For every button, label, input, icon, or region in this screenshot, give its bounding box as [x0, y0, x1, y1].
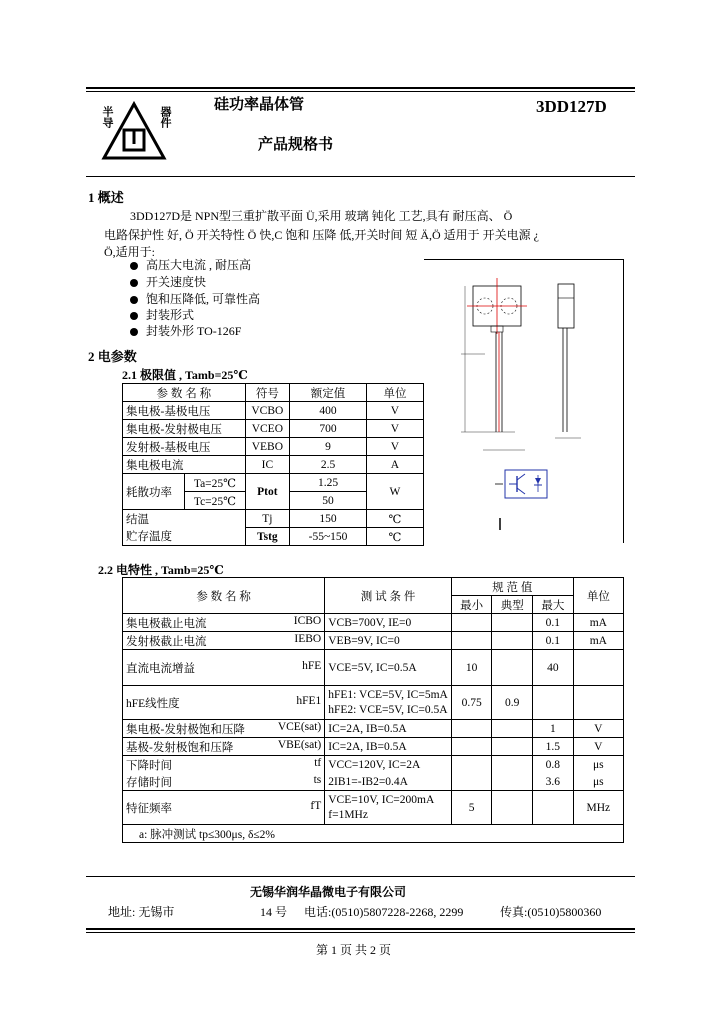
phone-number: 电话:(0510)5807228-2268, 2299 — [304, 905, 464, 919]
table-row: 贮存温度 Tstg -55~150 ℃ — [123, 528, 424, 546]
header-top-rule — [86, 87, 635, 89]
package-outline-drawing — [455, 272, 595, 532]
company-name: 无锡华润华晶微电子有限公司 — [250, 885, 407, 899]
table-row: 耗散功率 Ta=25℃ Ptot 1.25 W — [123, 474, 424, 492]
page-number: 第 1 页 共 2 页 — [316, 943, 392, 957]
subsection-2-2-heading: 2.2 电特性 , Tamb=25℃ — [98, 563, 224, 577]
section2-heading: 2 电参数 — [88, 349, 137, 364]
feature-item: 封装外形 TO-126F — [130, 324, 241, 338]
bullet-icon — [130, 312, 138, 320]
logo-text-right: 器件 — [159, 106, 171, 128]
drawing-frame-right — [623, 259, 624, 543]
title-main: 硅功率晶体管 — [214, 97, 305, 113]
feature-item: 高压大电流 , 耐压高 — [130, 258, 251, 272]
footer-bottom-rule-thin — [86, 932, 635, 933]
header-unit: 单位 — [366, 384, 423, 402]
section1-line3: Ö,适用于: — [104, 245, 156, 259]
table-row: 发射极-基极电压 VEBO 9 V — [123, 438, 424, 456]
title-sub: 产品规格书 — [258, 137, 334, 153]
header-top-rule-thin — [86, 91, 635, 92]
table-row: 集电极截止电流 ICBO VCB=700V, IE=0 0.1 mA — [123, 614, 624, 632]
subsection-2-1-heading: 2.1 极限值 , Tamb=25℃ — [122, 368, 248, 382]
address-label: 地址: 无锡市 — [108, 905, 175, 919]
table-row: 参 数 名 称 测 试 条 件 规 范 值 单位 — [123, 578, 624, 596]
table-row: Tc=25℃ 50 — [123, 492, 424, 510]
part-number: 3DD127D — [536, 97, 607, 116]
address-value: 14 号 — [260, 905, 288, 919]
section1-heading: 1 概述 — [88, 190, 124, 205]
table-row: 特征频率 fT VCE=10V, IC=200mA f=1MHz 5 MHz — [123, 791, 624, 825]
bullet-icon — [130, 328, 138, 336]
feature-item: 开关速度快 — [130, 275, 206, 289]
table-row: 结温 Tj 150 ℃ — [123, 510, 424, 528]
table-row: 集电极-发射极电压 VCEO 700 V — [123, 420, 424, 438]
table-row: hFE线性度 hFE1 hFE1: VCE=5V, IC=5mA hFE2: VCE=5V, IC=0.5A 0.75 0.9 — [123, 686, 624, 720]
table-row: 基极-发射极饱和压降 VBE(sat) IC=2A, IB=0.5A 1.5 V — [123, 738, 624, 756]
bullet-icon — [130, 279, 138, 287]
table-row: 最小 典型 最大 — [123, 596, 624, 614]
fax-number: 传真:(0510)5800360 — [500, 905, 602, 919]
ratings-table — [122, 383, 424, 546]
table-note: a: 脉冲测试 tp≤300μs, δ≤2% — [123, 825, 624, 843]
table-row: 直流电流增益 hFE VCE=5V, IC=0.5A 10 40 — [123, 650, 624, 686]
header-bottom-rule — [86, 176, 635, 177]
header-rating: 额定值 — [290, 384, 367, 402]
logo-text-left: 半导 — [101, 106, 113, 128]
feature-item: 饱和压降低, 可靠性高 — [130, 292, 260, 306]
table-row: 发射极截止电流 IEBO VEB=9V, IC=0 0.1 mA — [123, 632, 624, 650]
table-row: 存储时间 ts 2IB1=-IB2=0.4A 3.6 μs — [123, 773, 624, 791]
header-param: 参 数 名 称 — [123, 384, 246, 402]
table-row: 集电极电流 IC 2.5 A — [123, 456, 424, 474]
header-symbol: 符号 — [245, 384, 290, 402]
section1-line2: 电路保护性 好, Ö 开关特性 Ö 快,C 饱和 压降 低,开关时间 短 Ä,Ö 适用于 开关电源 ¿ — [104, 228, 539, 242]
section1-line1: 3DD127D是 NPN型三重扩散平面 Ü,采用 玻璃 钝化 工艺,具有 耐压高、 Ö — [130, 209, 513, 223]
feature-item: 封装形式 — [130, 308, 194, 322]
footer-bottom-rule — [86, 928, 635, 930]
bullet-icon — [130, 262, 138, 270]
footer-top-rule — [86, 876, 635, 877]
bullet-icon — [130, 296, 138, 304]
table-row: 集电极-基极电压 VCBO 400 V — [123, 402, 424, 420]
table-row — [123, 384, 424, 402]
drawing-frame-top — [424, 259, 624, 260]
table-row: 下降时间 tf VCC=120V, IC=2A 0.8 μs — [123, 756, 624, 774]
characteristics-table — [122, 577, 624, 843]
table-row — [123, 825, 624, 843]
table-row: 集电极-发射极饱和压降 VCE(sat) IC=2A, IB=0.5A 1 V — [123, 720, 624, 738]
